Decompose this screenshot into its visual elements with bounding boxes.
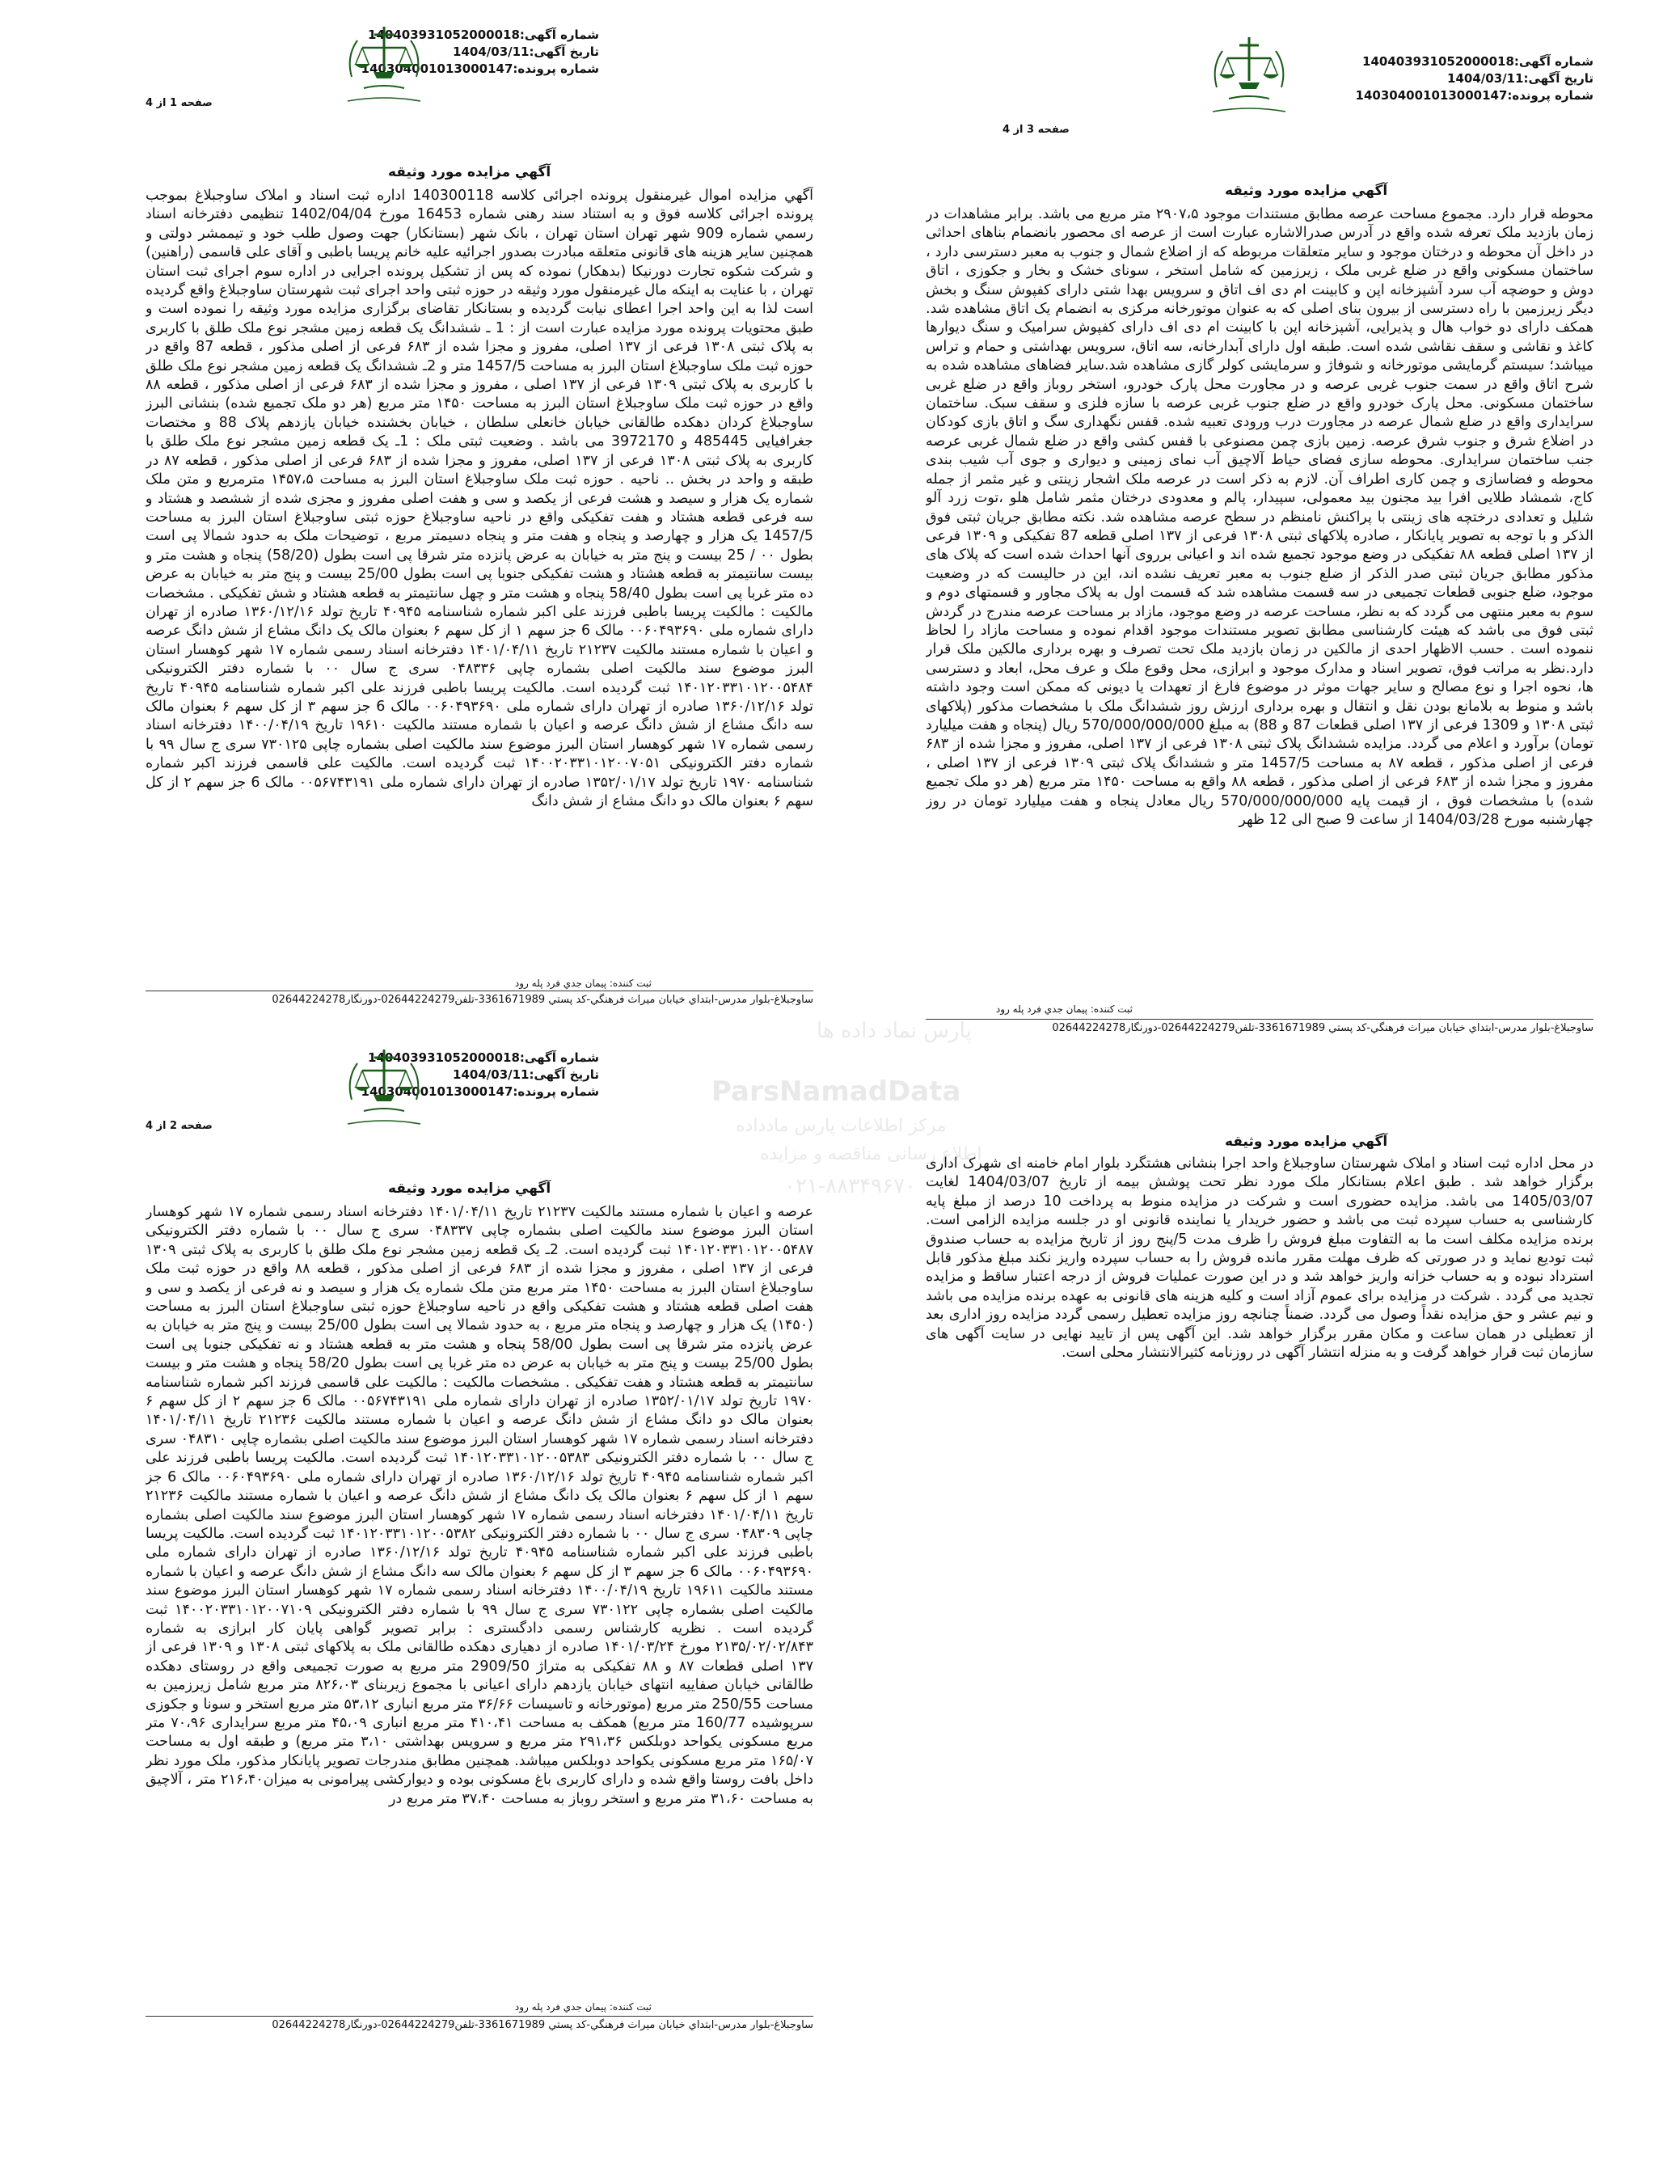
- file-number-label: شماره پرونده:: [513, 61, 599, 76]
- parsnamad-watermark: [614, 954, 1100, 1229]
- judiciary-emblem: [323, 1043, 445, 1132]
- watermark-phone: ۰۲۱-۸۸۳۴۹۶۷۰: [784, 1174, 916, 1198]
- watermark-brand: ParsNamadData: [711, 1075, 961, 1108]
- judiciary-emblem: [1188, 31, 1310, 120]
- notice-body: عرصه و اعیان با شماره مستند مالکیت ۲۱۲۳۷ تاریخ ۱۴۰۱/۰۴/۱۱ دفترخانه اسناد رسمی شماره ۱۷ شهر کوهسار استان البرز موضوع سند مالکیت اصلی بشماره چاپی ۰۴۸۳۳۷ سری ج سال ۰۰ با شماره دفتر الکترونیکی ۱۴۰۱۲۰۳۳۱۰۱۲۰۰۵۴۸۷ ثبت گردیده است. 2ـ یک قطعه زمین مشجر نوع ملک طلق با کاربری به پلاک ثبتی ۱۳۰۹ فرعی از ۱۳۷ اصلی ، مفروز و مجزا شده از ۶۸۳ فرعی از اصلی مذکور ، قطعه ۸۸ واقع در حوزه ثبت ملک ساوجبلاغ استان البرز به مساحت ۱۴۵۰ متر مربع متن ملک شماره یک هزار و سیصد و نه فرعی از یکصد و سی و هفت اصلی قطعه هشتاد و هشت تفکیکی واقع در ناحیه ساوجبلاغ حوزه ثبتی ساوجبلاغ استان البرز به مساحت (۱۴۵۰) یک هزار و چهارصد و پنجاه متر مربع ، به حدود شمالا پی است بطول 25/00 بیست و پنج متر به خیابان به عرض پانزده متر شرقا پی است بطول 58/00 پنجاه و هشت متر به قطعه هشتاد و نه تفکیکی جنوبا پی است بطول 25/00 بیست و پنج متر به خیابان به عرض ده متر غربا پی است بطول 58/20 پنجاه و هشت متر و بیست سانتیمتر به قطعه هشتاد و هفت تفکیکی . مشخصات مالکیت : مالکیت علی قاسمی فرزند اکبر شماره شناسنامه ۱۹۷۰ تاریخ تولد ۱۳۵۲/۰۱/۱۷ صادره از تهران دارای شماره ملی ۰۰۵۶۷۴۳۱۹۱ مالک 6 جز سهم ۲ از کل سهم ۶ بعنوان مالک دو دانگ مشاع از شش دانگ عرصه و اعیان با شماره مستند مالکیت ۲۱۲۳۶ تاریخ ۱۴۰۱/۰۴/۱۱ دفترخانه اسناد رسمی شماره ۱۷ شهر کوهسار استان البرز موضوع سند مالکیت اصلی بشماره چاپی ۰۴۸۳۱۰ سری ج سال ۰۰ با شماره دفتر الکترونیکی ۱۴۰۱۲۰۳۳۱۰۱۲۰۰۵۳۸۳ ثبت گردیده است. مالکیت پریسا باطبی فرزند علی اکبر شماره شناسنامه ۴۰۹۴۵ تاریخ تولد ۱۳۶۰/۱۲/۱۶ صادره از تهران دارای شماره ملی ۰۰۶۰۴۹۳۶۹۰ مالک 6 جز سهم ۱ از کل سهم ۶ بعنوان مالک یک دانگ مشاع از شش دانگ عرصه و اعیان با شماره مستند مالکیت ۲۱۲۳۶ تاریخ ۱۴۰۱/۰۴/۱۱ دفترخانه اسناد رسمی شماره ۱۷ شهر کوهسار استان البرز موضوع سند مالکیت اصلی بشماره چاپی ۰۴۸۳۰۹ سری ج سال ۰۰ با شماره دفتر الکترونیکی ۱۴۰۱۲۰۳۳۱۰۱۲۰۰۵۳۸۲ ثبت گردیده است. مالکیت پریسا باطبی فرزند علی اکبر شماره شناسنامه ۴۰۹۴۵ تاریخ تولد ۱۳۶۰/۱۲/۱۶ صادره از تهران دارای شماره ملی ۰۰۶۰۴۹۳۶۹۰ مالک 6 جز سهم ۳ از کل سهم ۶ بعنوان مالک سه دانگ مشاع از شش دانگ عرصه و اعیان با شماره مستند مالکیت ۱۹۶۱۱ تاریخ ۱۴۰۰/۰۴/۱۹ دفترخانه اسناد رسمی شماره ۱۷ شهر کوهسار استان البرز موضوع سند مالکیت اصلی بشماره چاپی ۷۳۰۱۲۲ سری ج سال ۹۹ با شماره دفتر الکترونیکی ۱۴۰۰۲۰۳۳۱۰۱۲۰۰۷۱۰۹ ثبت گردیده است . نظریه کارشناس رسمی دادگستری : برابر تصویر گواهی پایان کار ابرازی به شماره ۲۱۳۵/۰۲/۰۲/۸۴۳ مورخ ۱۴۰۱/۰۳/۲۴ صادره از دهیاری دهکده طالقانی ملک به پلاکهای ثبتی ۱۳۰۸ و ۱۳۰۹ فرعی از ۱۳۷ اصلی قطعات ۸۷ و ۸۸ تفکیکی به متراژ 2909/50 متر مربع به صورت تجمیعی واقع در روستای دهکده طالقانی خیابان صفاییه انتهای خیابان یازدهم دارای اعیانی با مجموع زیربنای ۸۲۶،۰۳ متر مربع شامل زیرزمین به مساحت 250/55 متر مربع (موتورخانه و تاسیسات ۳۶/۶۶ متر مربع انباری ۵۳،۱۲ متر مربع استخر و سونا و جکوزی سرپوشیده 160/77 متر مربع) همکف به مساحت ۴۱۰،۴۱ متر مربع انباری ۴۵،۰۹ متر مربع سرایداری ۷۰،۹۶ متر مربع مسکونی یکواحد دوبلکس ۲۹۱،۳۶ متر مربع و سرویس بهداشتی ۳،۱۰ متر مربع) و طبقه اول به مساحت ۱۶۵/۰۷ متر مربع مسکونی یکواحد دوبلکس میباشد. همچنین مطابق مندرجات تصویر پایانکار مذکور، ملک مورد نظر داخل بافت روستا واقع شده و دارای کاربری باغ مسکونی بوده و دیوارکشی پیرامونی به میزان۲۱۶،۴۰ متر ، آلاچیق به مساحت ۳۱،۶۰ متر مربع و استخر روباز به مساحت ۳۷،۴۰ متر مربع در: [146, 1204, 813, 1807]
- file-number-label: شماره پرونده:: [513, 1084, 599, 1099]
- notice-body: محوطه قرار دارد. مجموع مساحت عرصه مطابق مستندات موجود ۲۹۰۷،۵ متر مربع می باشد. برابر مشاهدات در زمان بازدید ملک تعرفه شده واقع در آدرس صدرالاشاره عبارت است از عرصه ای محصور بانضمام بناهای احداثی در داخل آن محوطه و درختان موجود و سایر متعلقات مربوطه که از اضلاع شمال و جنوب به معبر دسترسی دارد ، ساختمان مسکونی واقع در ضلع غربی ملک ، زیرزمین که شامل استخر ، سونای خشک و بخار و جکوزی ، اتاق دوش و حوضچه آب سرد آشپزخانه اپن و کابینت ام دی اف اتاق و سرویس بهدا شتی دارای کفپوش سنگ و بخش دیگر زیرزمین با راه دسترسی از بیرون بنای اصلی که به عنوان موتورخانه مرکزی به انضمام یک اتاق مشاهده شد. همکف دارای دو خواب هال و پذیرایی، آشپزخانه اپن با کابینت ام دی اف دارای کفپوش سرامیک و سنگ دیوارها کاغذ و نقاشی و سقف نقاشی شده است. طبقه اول دارای آبدارخانه، سه اتاق، سرویس بهداشتی و حمام و تراس میباشد؛ سیستم گرمایشی موتورخانه و شوفاژ و سرمایشی کولر گازی مشاهده شد.سایر فضاهای مشاهده شده به شرح اتاق واقع در سمت جنوب غربی عرصه و در مجاورت محل پارک خودرو، استخر روباز واقع در ضلع غربی ساختمان مسکونی. محل پارک خودرو واقع در ضلع جنوب غربی عرصه با سازه فلزی و سقف سبک. ساختمان سرایداری واقع در ضلع شمال عرصه در مجاورت درب ورودی تعبیه شده. قفس نگهداری سگ و اتاق بازی کودکان در اضلاع شرق و جنوب شرق عرصه. زمین بازی چمن مصنوعی با قفس کشی واقع در ضلع شمال غربی عرصه جنب ساختمان سرایداری. محوطه سازی فضای حیاط آلاچیق آب نمای زمینی و دیواری و جوی آب شیب بندی محوطه و فضاسازی و چمن کاری اطراف آن. لازم به ذکر است در عرصه ملک اشجار زینتی و غیر مثمر از جمله کاج، شمشاد طلایی افرا بید مجنون بید معمولی، سپیدار، پالم و معدودی درختان مثمر شامل هلو ،توت زرد آلو شلیل و تعدادی درختچه های زینتی با پراکنش نامنظم در سطح عرصه مشاهده شد. نکته مطابق جریان ثبتی فوق الذکر و با توجه به تصویر پایانکار ، صادره پلاکهای ثبتی ۱۳۰۸ فرعی از ۱۳۷ اصلی قطعه 87 تفکیکی و ۱۳۰۹ فرعی از ۱۳۷ اصلی قطعه ۸۸ تفکیکی در وضع موجود تجمیع شده اند و اعیانی برروی آنها احداث شده است که پلاک های مذکور مطابق جریان ثبتی صدر الذکر از ضلع جنوب به معبر تعریف نشده اند، این در حالیست که در وضعیت موجود، ضلع جنوبی قطعات تجمیعی در سه قسمت مشاهده شد که قسمت اول به پلاک مجاور و قسمتهای دوم و سوم به معبر منتهی می گردد که به نظر، مساحت عرصه در وضع موجود، مازاد بر مساحت عرصه مندرج در گردش ثبتی فوق می باشد که هیئت کارشناسی مطابق تصویر مستندات موجود اقدام نموده و مساحت مازاد را لحاظ ننموده است . حسب الاظهار احدی از مالکین در زمان بازدید ملک تحت تصرف و بهره برداری مالکین ملک قرار دارد.نظر به مراتب فوق، تصویر اسناد و مدارک موجود و ابرازی، محل وقوع ملک و عرف محل، ابعاد و دسترسی ها، نحوه اجرا و نوع مصالح و سایر جهات موثر در موضوع فارغ از تعهدات یا دیونی که ممکن است وجود داشته باشد و منوط به بلامانع بودن نقل و انتقال و بهره برداری ارزش روز ششدانگ ملک با مشخصات مذکور (پلاکهای ثبتی ۱۳۰۸ و 1309 فرعی از ۱۳۷ اصلی قطعات 87 و 88) به مبلغ 570/000/000/000 ریال (پنجاه و هفت میلیارد تومان) برآورد و اعلام می گردد. مزایده ششدانگ پلاک ثبتی ۱۳۰۸ فرعی از ۱۳۷ اصلی، مفروز و مجزا شده از ۶۸۳ فرعی از اصلی مذکور ، قطعه ۸۷ به مساحت 1457/5 متر و ششدانگ پلاک ثبتی ۱۳۰۹ فرعی از ۱۳۷ اصلی ، مفروز و مجزا شده از ۶۸۳ فرعی از اصلی مذکور ، قطعه ۸۸ واقع به مساحت ۱۴۵۰ متر مربع (هر دو ملک تجمیع شده) با مشخصات فوق ، از قیمت پایه 570/000/000/000 ریال معادل پنجاه و هفت میلیارد تومان در روز چهارشنبه مورخ 1404/03/28 از ساعت 9 صبح الی 12 ظهر: [926, 206, 1593, 828]
- notice-date-label: تاریخ آگهی:: [1523, 71, 1593, 86]
- file-number: 140304001013000147: [361, 1084, 513, 1099]
- notice-number-label: شماره آگهی:: [519, 27, 599, 42]
- office-footer: ساوجبلاغ-بلوار مدرس-ابتداي خيابان ميراث فرهنگي-كد پستي 3361671989-تلفن02644224279-دورنگار02644224278: [146, 2016, 813, 2031]
- watermark-line3: اطلاع رسانی مناقصه و مزایده: [760, 1144, 982, 1164]
- notice-date: 1404/03/11: [453, 44, 530, 59]
- office-footer: ساوجبلاغ-بلوار مدرس-ابتداي خيابان ميراث فرهنگي-كد پستي 3361671989-تلفن02644224279-دورنگار02644224278: [926, 1019, 1593, 1034]
- notice-date-label: تاریخ آگهی:: [529, 1067, 599, 1082]
- notice-date-label: تاریخ آگهی:: [529, 44, 599, 59]
- file-number: 140304001013000147: [361, 61, 513, 76]
- notice-body: آگهي مزايده اموال غيرمنقول پرونده اجرائی کلاسه 140300118 اداره ثبت اسناد و املاک ساوجبلاغ بموجب پرونده اجرائی کلاسه فوق و به استناد سند رهنی شماره 16453 مورخ 1402/04/04 تنظیمی دفترخانه اسناد رسمي شماره 909 شهر تهران استان تهران ، بانک شهر (بستانکار) جهت وصول طلب خود و تیممشر دولتی و همچنین سایر هزینه های قانونی متعلقه مبادرت بصدور اجرائیه علیه خانم پریسا باطبی و آقای علی قاسمی (راهنین) و شرکت شکوه تجارت دورنیکا (بدهکار) نموده که پس از تشکیل پرونده اجرایی در اداره سوم اجرای ثبت استان تهران ، با عنایت به اینکه مال غیرمنقول مورد وثیقه در حوزه ثبتی واحد اجرای ثبت شهرستان ساوجبلاغ واقع گردیده است لذا به این واحد اجرا اعطای نیابت گردیده و بستانکار تقاضای برگزاری مزایده مورد وثیقه را نموده است و طبق محتویات پرونده مورد مزایده عبارت است از : 1 ـ ششدانگ یک قطعه زمین مشجر نوع ملک طلق با کاربری به پلاک ثبتی ۱۳۰۸ فرعی از ۱۳۷ اصلی، مفروز و مجزا شده از ۶۸۳ فرعی از اصلی مذکور ، قطعه 87 واقع در حوزه ثبت ملک ساوجبلاغ استان البرز به مساحت 1457/5 متر و 2ـ ششدانگ یک قطعه زمین مشجر نوع ملک طلق با کاربری به پلاک ثبتی ۱۳۰۹ فرعی از ۱۳۷ اصلی ، مفروز و مجزا شده از ۶۸۳ فرعی از اصلی مذکور ، قطعه ۸۸ واقع در حوزه ثبت ملک ساوجبلاغ استان البرز به مساحت ۱۴۵۰ متر مربع (هر دو ملک تجمیع شده) بنشانی البرز ساوجبلاغ کردان دهکده طالقانی خیابان خانعلی سلطان ، خیابان بخشنده خیابان یازدهم پلاک 88 و مختصات جغرافیایی 485445 و 3972170 می باشد . وضعیت ثبتی ملک : 1ـ یک قطعه زمین مشجر نوع ملک طلق با کاربری به پلاک ثبتی ۱۳۰۸ فرعی از ۱۳۷ اصلی، مفروز و مجزا شده از ۶۸۳ فرعی از اصلی مذکور ، قطعه ۸۷ در طبقه و واحد در بخش .. ناحیه . حوزه ثبت ملک ساوجبلاغ استان البرز به مساحت ۱۴۵۷،۵ مترمربع و متن ملک شماره یک هزار و سیصد و هشت فرعی از یکصد و سی و هفت اصلی مفروز و مجزی شده از ششصد و هشتاد و سه فرعی قطعه هشتاد و هفت تفکیکی واقع در ناحیه ساوجبلاغ حوزه ثبتی ساوجبلاغ استان البرز به مساحت 1457/5 یک هزار و چهارصد و پنجاه و هفت متر و پنجاه دسیمتر مربع ، توضیحات ملک به حدود شمالا پی است بطول ۰۰ / 25 بیست و پنج متر به خیابان به عرض پانزده متر شرقا پی است بطول (58/20) پنجاه و هشت متر و بیست سانتیمتر به قطعه هشتاد و هشت تفکیکی جنوبا پی است بطول 25/00 بیست و پنج متر به خیابان به عرض ده متر غربا پی است بطول 58/40 پنجاه و هشت متر و چهل سانتیمتر به قطعه هشتاد و شش تفکیکی . مشخصات مالکیت : مالکیت پریسا باطبی فرزند علی اکبر شماره شناسنامه ۴۰۹۴۵ تاریخ تولد ۱۳۶۰/۱۲/۱۶ صادره از تهران دارای شماره ملی ۰۰۶۰۴۹۳۶۹۰ مالک 6 جز سهم ۱ از کل سهم ۶ بعنوان مالک یک دانگ مشاع از شش دانگ عرصه و اعیان با شماره مستند مالکیت ۲۱۲۳۷ تاریخ ۱۴۰۱/۰۴/۱۱ دفترخانه اسناد رسمی شماره ۱۷ شهر کوهسار استان البرز موضوع سند مالکیت اصلی بشماره چاپی ۰۴۸۳۳۶ سری ج سال ۰۰ با شماره دفتر الکترونیکی ۱۴۰۱۲۰۳۳۱۰۱۲۰۰۵۴۸۴ ثبت گردیده است. مالکیت پریسا باطبی فرزند علی اکبر شماره شناسنامه ۴۰۹۴۵ تاریخ تولد ۱۳۶۰/۱۲/۱۶ صادره از تهران دارای شماره ملی ۰۰۶۰۴۹۳۶۹۰ مالک 6 جز سهم ۳ از کل سهم ۶ بعنوان مالک سه دانگ مشاع از شش دانگ عرصه و اعیان با شماره مستند مالکیت ۱۹۶۱۰ تاریخ ۱۴۰۰/۰۴/۱۹ دفترخانه اسناد رسمی شماره ۱۷ شهر کوهسار استان البرز موضوع سند مالکیت اصلی بشماره چاپی ۷۳۰۱۲۵ سری ج سال ۹۹ با شماره دفتر الکترونیکی ۱۴۰۰۲۰۳۳۱۰۱۲۰۰۷۰۵۱ ثبت گردیده است. مالکیت علی قاسمی فرزند اکبر شماره شناسنامه ۱۹۷۰ تاریخ تولد ۱۳۵۲/۰۱/۱۷ صادره از تهران دارای شماره ملی ۰۰۵۶۷۴۳۱۹۱ مالک 6 جز سهم ۲ از کل سهم ۶ بعنوان مالک دو دانگ مشاع از شش دانگ: [146, 188, 813, 809]
- submitter: ثبت كننده: پيمان جدي فرد پله رود: [514, 2001, 652, 2013]
- watermark-line2: مرکز اطلاعات پارس مادداده: [736, 1116, 947, 1136]
- notice-body: در محل اداره ثبت اسناد و املاک شهرستان ساوجبلاغ واحد اجرا بنشانی هشتگرد بلوار امام خامنه ای شهرک اداری برگزار خواهد شد . طبق اعلام بستانکار ملک مورد نظر تحت پوشش بیمه از تاریخ 1404/03/07 لغایت 1405/03/07 می باشد. مزایده حضوری است و شرکت در مزایده منوط به پرداخت 10 درصد از مبلغ پایه کارشناسی به حساب سپرده ثبت می باشد و حضور خریدار یا نماینده قانونی او در جلسه مزایده الزامی است. برنده مزایده مکلف است ما به التفاوت مبلغ فروش را ظرف مدت 5/پنج روز از تاریخ مزایده به حساب صندوق ثبت تودیع نماید و در صورتی که ظرف مهلت مقرر مانده فروش را به حساب سپرده واریز نکند مبلغ مذکور قابل استرداد نبوده و به حساب خزانه واریز خواهد شد و در این صورت عملیات فروش از درجه اعتبار ساقط و مزایده تجدید می گردد . شرکت در مزایده برای عموم آزاد است و کلیه هزینه های قانونی به عهده برنده مزایده می باشد و نیم عشر و حق مزایده نقداً وصول می گردد. ضمناً چنانچه روز مزایده تعطیل رسمی گردد مزایده روز اداری بعد از تعطیلی در همان ساعت و مکان مقرر برگزار خواهد شد. این آگهی پس از تایید نهایی در سایت آگهی های سازمان ثبت قرار خواهد گرفت و به منزله انتشار آگهی در روزنامه کثیرالانتشار محلی است.: [926, 1155, 1593, 1362]
- watermark-line1: پارس نماد داده ها: [817, 1019, 972, 1043]
- page-label: صفحه 1 از 4: [146, 97, 213, 109]
- notice-title: آگهي مزايده مورد وثيقه: [1225, 1134, 1388, 1150]
- notice-number: 140403931052000018: [368, 1050, 520, 1065]
- submitter: ثبت كننده: پيمان جدي فرد پله رود: [995, 1003, 1133, 1015]
- notice-date: 1404/03/11: [1447, 71, 1524, 86]
- page-label: صفحه 3 از 4: [1003, 124, 1070, 136]
- notice-number: 140403931052000018: [368, 27, 520, 42]
- file-number-label: شماره پرونده:: [1507, 88, 1593, 103]
- notice-page-1: [146, 20, 813, 1027]
- notice-title: آگهي مزايده مورد وثيقه: [1225, 183, 1388, 199]
- notice-page-3: [926, 47, 1593, 1041]
- page-label: صفحه 2 از 4: [146, 1120, 213, 1132]
- notice-title: آگهي مزايده مورد وثيقه: [388, 1181, 551, 1197]
- notice-title: آگهي مزايده مورد وثيقه: [388, 164, 551, 180]
- submitter: ثبت كننده: پيمان جدي فرد پله رود: [514, 978, 652, 989]
- notice-date: 1404/03/11: [453, 1067, 530, 1082]
- office-footer: ساوجبلاغ-بلوار مدرس-ابتداي خيابان ميراث فرهنگي-كد پستي 3361671989-تلفن02644224279-دورنگار02644224278: [146, 991, 813, 1006]
- judiciary-emblem: [323, 20, 445, 109]
- notice-number-label: شماره آگهی:: [1513, 54, 1593, 69]
- file-number: 140304001013000147: [1355, 88, 1508, 103]
- notice-number: 140403931052000018: [1362, 54, 1514, 69]
- notice-number-label: شماره آگهی:: [519, 1050, 599, 1065]
- notice-meta: [1356, 53, 1593, 104]
